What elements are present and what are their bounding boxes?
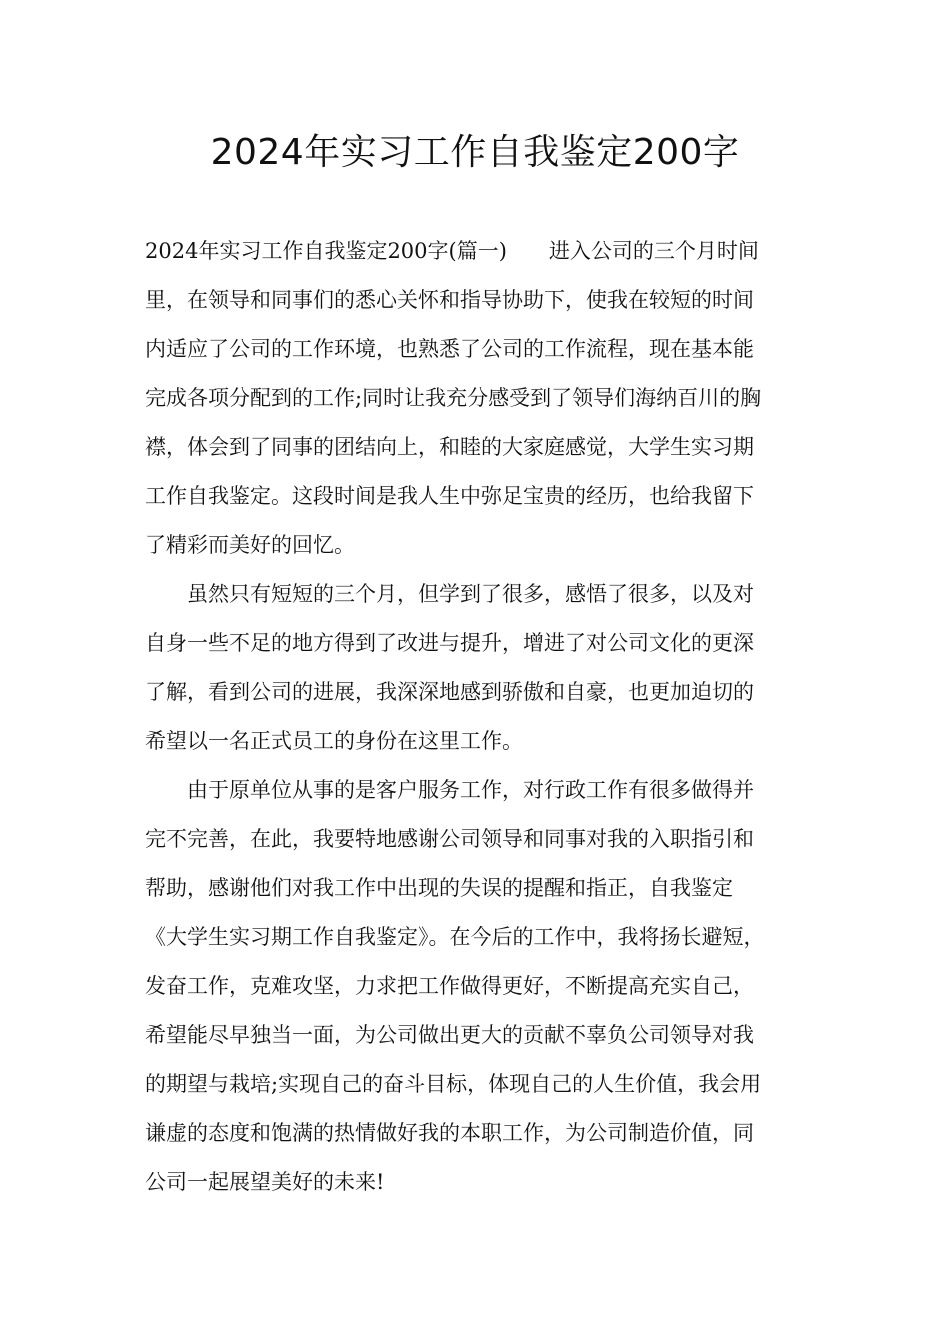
body-line: 发奋工作，克难攻坚，力求把工作做得更好，不断提高充实自己， bbox=[145, 974, 754, 998]
body-line: 工作自我鉴定。这段时间是我人生中弥足宝贵的经历，也给我留下 bbox=[145, 484, 754, 508]
body-line: 自身一些不足的地方得到了改进与提升，增进了对公司文化的更深 bbox=[145, 631, 754, 655]
body-line: 谦虚的态度和饱满的热情做好我的本职工作，为公司制造价值，同 bbox=[145, 1121, 754, 1145]
body-line: 希望以一名正式员工的身份在这里工作。 bbox=[145, 729, 523, 753]
body-line: 希望能尽早独当一面，为公司做出更大的贡献不辜负公司领导对我 bbox=[145, 1023, 754, 1047]
body-line: 里，在领导和同事们的悉心关怀和指导协助下，使我在较短的时间 bbox=[145, 288, 754, 312]
body-line: 襟，体会到了同事的团结向上，和睦的大家庭感觉，大学生实习期 bbox=[145, 435, 754, 459]
body-line: 了解，看到公司的进展，我深深地感到骄傲和自豪，也更加迫切的 bbox=[145, 680, 754, 704]
body-line: 虽然只有短短的三个月，但学到了很多，感悟了很多，以及对 bbox=[145, 582, 754, 606]
body-line: 的期望与栽培;实现自己的奋斗目标，体现自己的人生价值，我会用 bbox=[145, 1072, 762, 1096]
document-body bbox=[145, 227, 825, 1207]
body-line: 完成各项分配到的工作;同时让我充分感受到了领导们海纳百川的胸 bbox=[145, 386, 762, 410]
body-line: 了精彩而美好的回忆。 bbox=[145, 533, 355, 557]
body-line: 完不完善，在此，我要特地感谢公司领导和同事对我的入职指引和 bbox=[145, 827, 754, 851]
body-line: 帮助，感谢他们对我工作中出现的失误的提醒和指正，自我鉴定 bbox=[145, 876, 733, 900]
body-line: 2024年实习工作自我鉴定200字(篇一) 进入公司的三个月时间 bbox=[145, 239, 759, 263]
body-line: 公司一起展望美好的未来! bbox=[145, 1170, 385, 1194]
document-title: 2024年实习工作自我鉴定200字 bbox=[210, 132, 740, 173]
body-line: 由于原单位从事的是客户服务工作，对行政工作有很多做得并 bbox=[145, 778, 754, 802]
body-line: 《大学生实习期工作自我鉴定》。在今后的工作中，我将扬长避短， bbox=[145, 925, 765, 949]
body-line: 内适应了公司的工作环境，也熟悉了公司的工作流程，现在基本能 bbox=[145, 337, 754, 361]
